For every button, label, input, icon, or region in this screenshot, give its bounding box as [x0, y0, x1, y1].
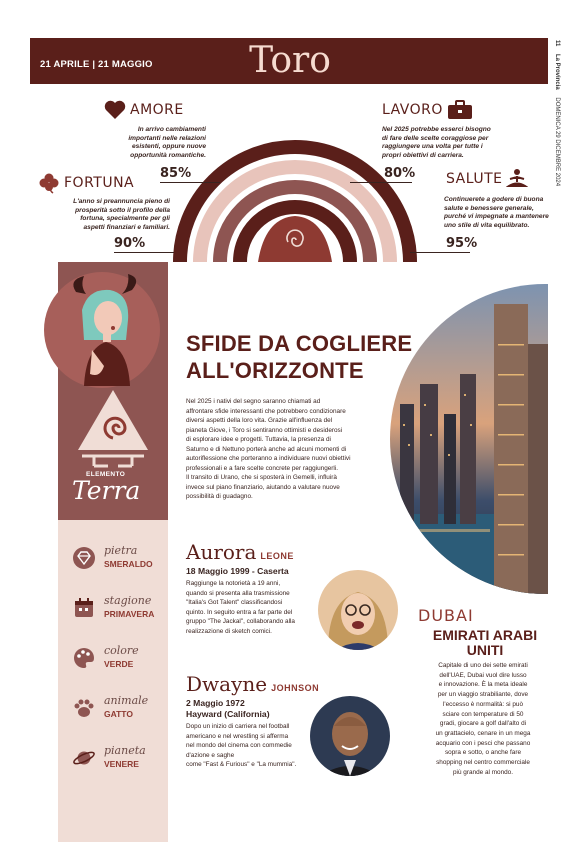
- lavoro-text: Nel 2025 potrebbe esserci bisogno di fare delle scelte coraggiose per raggiungere una volta per tutte i propri obiettivi di carriera.: [382, 126, 491, 159]
- salute-block: [446, 168, 556, 190]
- lavoro-line: [350, 182, 412, 183]
- amore-block: [104, 100, 214, 120]
- destination-text: Capitale di uno dei sette emirati dell'UAE, Dubai vuol dire lusso e innovazione. È la meta ideale per un viaggio strabiliante, dove l'eccesso è normalità: si può sciare con temperature di 50 gradi, giocare a golf dall'alto di un grattacielo, cenare in un mega acquario con i pesci che passano sopra e sotto, o anche fare shopping nel centro commerciale più grande al mondo.: [435, 662, 531, 776]
- paw-icon: [72, 696, 96, 720]
- portrait-aurora: [318, 570, 398, 650]
- amore-percent: 85%: [160, 166, 192, 181]
- heart-icon: [104, 100, 126, 120]
- sign-title: Toro: [249, 40, 331, 81]
- destination-city: DUBAI: [418, 606, 474, 625]
- salute-percent: 95%: [446, 236, 478, 251]
- salute-line: [410, 252, 470, 253]
- lavoro-title: LAVORO: [382, 102, 443, 118]
- calendar-icon: [72, 596, 96, 620]
- fortuna-block: [38, 172, 158, 194]
- person-name-aurora: Aurora LEONE: [186, 540, 294, 564]
- amore-text: In arrivo cambiamenti importanti nelle relazioni esistenti, oppure nuove opportunità romantiche.: [128, 126, 206, 159]
- newspaper-name: La Provincia: [554, 54, 560, 90]
- destination-country: EMIRATI ARABI UNITI: [432, 627, 538, 658]
- element-label: ELEMENTO: [86, 471, 126, 478]
- clover-icon: [38, 172, 60, 194]
- salute-title: SALUTE: [446, 171, 503, 187]
- attribute-season: stagione PRIMAVERA: [72, 592, 182, 628]
- lavoro-percent: 80%: [384, 166, 416, 181]
- portrait-dwayne: [310, 696, 390, 776]
- meditation-icon: [506, 168, 528, 190]
- attribute-stone: pietra SMERALDO: [72, 542, 182, 578]
- taurus-woman-illustration: [40, 270, 164, 390]
- person-bio-dwayne: Dopo un inizio di carriera nel football americano e nel wrestling si afferma nel mondo del cinema con commedie d'azione e saghe come "Fast & Furious" e "La mummia".: [186, 723, 297, 768]
- briefcase-icon: [447, 100, 473, 120]
- gem-icon: [72, 546, 96, 570]
- attribute-color: colore VERDE: [72, 642, 182, 678]
- fortuna-percent: 90%: [114, 236, 146, 251]
- attribute-animal: animale GATTO: [72, 692, 182, 728]
- person-date-dwayne: 2 Maggio 1972 Hayward (California): [186, 698, 270, 719]
- attribute-planet: pianeta VENERE: [72, 742, 182, 778]
- lavoro-block: [382, 100, 492, 120]
- article-body: Nel 2025 i nativi del segno saranno chiamati ad affrontare sfide interessanti che potrebbero condizionare diversi aspetti della loro vita. Grazie all'influenza del pianeta Giove, i Toro si sentiranno ottimisti e desiderosi di esplorare idee e progetti. Tuttavia, la presenza di Saturno e di Nettuno porterà anche ad alcuni momenti di autoriflessione che porteranno a individuare nuovi obiettivi professionali e a fare scelte concrete per raggiungerli. Il transito di Urano, che si sposterà in Gemelli, influirà invece sul piano finanziario, aiutando a valutare nuove possibilità di guadagno.: [186, 398, 351, 500]
- person-date-aurora: 18 Maggio 1999 - Caserta: [186, 566, 289, 576]
- salute-text: Continuerete a godere di buona salute e benessere generale, purché vi impegnate a mantenere uno stile di vita equilibrato.: [444, 196, 549, 229]
- article-headline: SFIDE DA COGLIERE ALL'ORIZZONTE: [186, 331, 413, 383]
- amore-title: AMORE: [130, 102, 184, 118]
- page-number: 11: [554, 40, 560, 47]
- person-name-dwayne: Dwayne JOHNSON: [186, 672, 320, 696]
- planet-icon: [72, 746, 96, 770]
- element-value: Terra: [72, 476, 141, 505]
- fortuna-line: [114, 252, 174, 253]
- fortuna-title: FORTUNA: [64, 175, 135, 191]
- palette-icon: [72, 646, 96, 670]
- amore-line: [160, 182, 220, 183]
- issue-date: 29 DICEMBRE 2024: [554, 131, 560, 187]
- person-bio-aurora: Raggiunge la notorietà a 19 anni, quando si presenta alla trasmissione "Italia's Got Talent" classificandosi quinto. In seguito entra a far parte del gruppo "The Jackal", collaborando alla realizzazione di sketch comici.: [186, 580, 295, 635]
- dubai-skyline-photo: [390, 284, 548, 594]
- issue-day: DOMENICA: [554, 97, 560, 130]
- date-range: 21 APRILE | 21 MAGGIO: [40, 59, 153, 70]
- fortuna-text: L'anno si preannuncia pieno di prosperità sotto il profilo della fortuna, specialmente per gli aspetti finanziari e familiari.: [73, 198, 170, 231]
- earth-element-symbol: [74, 386, 152, 468]
